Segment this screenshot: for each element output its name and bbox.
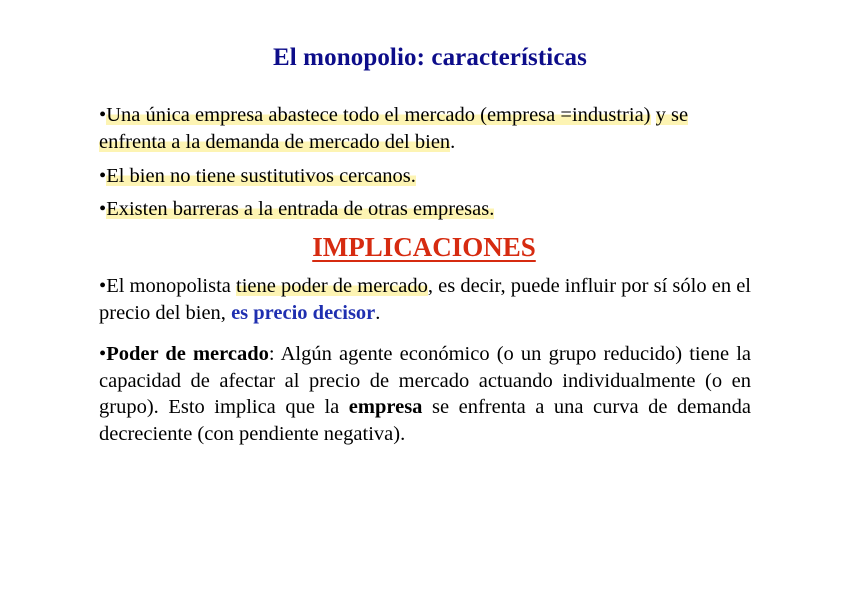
implication-market-power-definition — [99, 341, 751, 447]
bullet-marker: • — [99, 104, 107, 126]
bullet-text-highlighted: Una única empresa abastece todo el mercado (empresa =industria) — [106, 104, 651, 126]
bullet-punctuation: . — [450, 131, 456, 153]
bullet-text-highlighted: Existen barreras a la entrada de otras empresas. — [106, 198, 495, 220]
slide-title: El monopolio: características — [273, 44, 587, 71]
definition-text: se enfrenta a una curva de demanda decreciente (con pendiente negativa). — [99, 396, 751, 445]
definition-term: Poder de mercado — [106, 343, 269, 365]
implication-text: , es decir, puede influir por sí sólo en el precio del bien, — [99, 275, 752, 324]
definition-text: : Algún agente económico (o un grupo reducido) tiene la capacidad de afectar al precio de mercado actuando individualmente (o en grupo). Esto implica que la — [99, 343, 752, 418]
implication-text: El monopolista — [106, 275, 237, 297]
bullet-marker: • — [99, 275, 107, 297]
bullet-text-highlighted: y se enfrenta a la demanda de mercado del bien — [99, 104, 689, 153]
price-maker-emphasis: es precio decisor — [231, 302, 376, 324]
bullet-no-substitutes — [99, 163, 751, 190]
implication-market-power — [99, 273, 751, 327]
bullet-marker: • — [99, 198, 107, 220]
bullet-marker: • — [99, 165, 107, 187]
implication-text-highlighted: tiene poder de mercado — [236, 275, 428, 297]
bullet-single-firm — [99, 102, 751, 156]
bullet-text-highlighted: El bien no tiene sustitutivos cercanos. — [106, 165, 416, 187]
bullet-marker: • — [99, 343, 107, 365]
implication-punctuation: . — [375, 302, 381, 324]
bullet-entry-barriers — [99, 196, 751, 223]
definition-bold-word: empresa — [348, 396, 423, 418]
implications-heading: IMPLICACIONES — [312, 232, 536, 262]
